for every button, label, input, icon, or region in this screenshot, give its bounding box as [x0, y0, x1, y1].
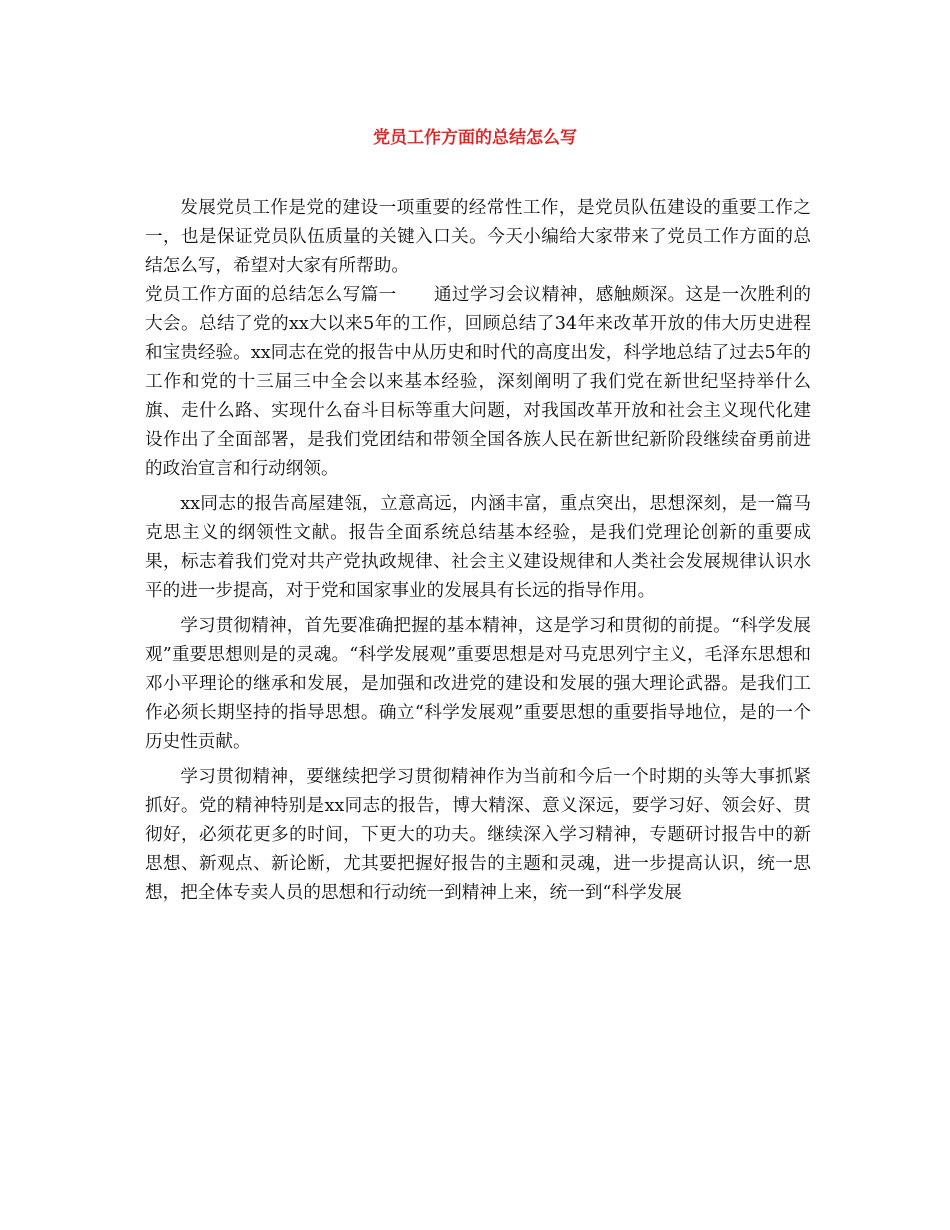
section-one-paragraph — [145, 281, 811, 484]
body-paragraph-2: 学习贯彻精神，首先要准确把握的基本精神，这是学习和贯彻的前提。“科学发展观”重要思想则是的灵魂。“科学发展观”重要思想是对马克思列宁主义，毛泽东思想和邓小平理论的继承和发展，是加强和改进党的建设和发展的强大理论武器。是我们工作必须长期坚持的指导思想。确立“科学发展观”重要思想的重要指导地位，是的一个历史性贡献。 — [145, 616, 811, 752]
body-paragraph-1: xx同志的报告高屋建瓴，立意高远，内涵丰富，重点突出，思想深刻，是一篇马克思主义的纲领性文献。报告全面系统总结基本经验，是我们党理论创新的重要成果，标志着我们党对共产党执政规律、社会主义建设规律和人类社会发展规律认识水平的进一步提高，对于党和国家事业的发展具有长远的指导作用。 — [145, 494, 811, 601]
intro-paragraph: 发展党员工作是党的建设一项重要的经常性工作，是党员队伍建设的重要工作之一，也是保证党员队伍质量的关键入口关。今天小编给大家带来了党员工作方面的总结怎么写，希望对大家有所帮助。 — [145, 198, 811, 276]
body-paragraph-3: 学习贯彻精神，要继续把学习贯彻精神作为当前和今后一个时期的头等大事抓紧抓好。党的精神特别是xx同志的报告，博大精深、意义深远，要学习好、领会好、贯彻好，必须花更多的时间，下更大的功夫。继续深入学习精神，专题研讨报告中的新思想、新观点、新论断，尤其要把握好报告的主题和灵魂，进一步提高认识，统一思想，把全体专卖人员的思想和行动统一到精神上来，统一到“科学发展 — [145, 767, 811, 903]
section-first-text: 通过学习会议精神，感触颇深。这是一次胜利的大会。总结了党的xx大以来5年的工作，回顾总结了34年来改革开放的伟大历史进程和宝贵经验。xx同志在党的报告中从历史和时代的高度出发，科学地总结了过去5年的工作和党的十三届三中全会以来基本经验，深刻阐明了我们党在新世纪坚持举什么旗、走什么路、实现什么奋斗目标等重大问题，对我国改革开放和社会主义现代化建设作出了全面部署，是我们党团结和带领全国各族人民在新世纪新阶段继续奋勇前进的政治宣言和行动纲领。 — [145, 285, 811, 479]
document-body — [145, 194, 811, 914]
document-title: 党员工作方面的总结怎么写 — [373, 128, 577, 148]
section-heading: 党员工作方面的总结怎么写篇一 — [145, 285, 397, 305]
